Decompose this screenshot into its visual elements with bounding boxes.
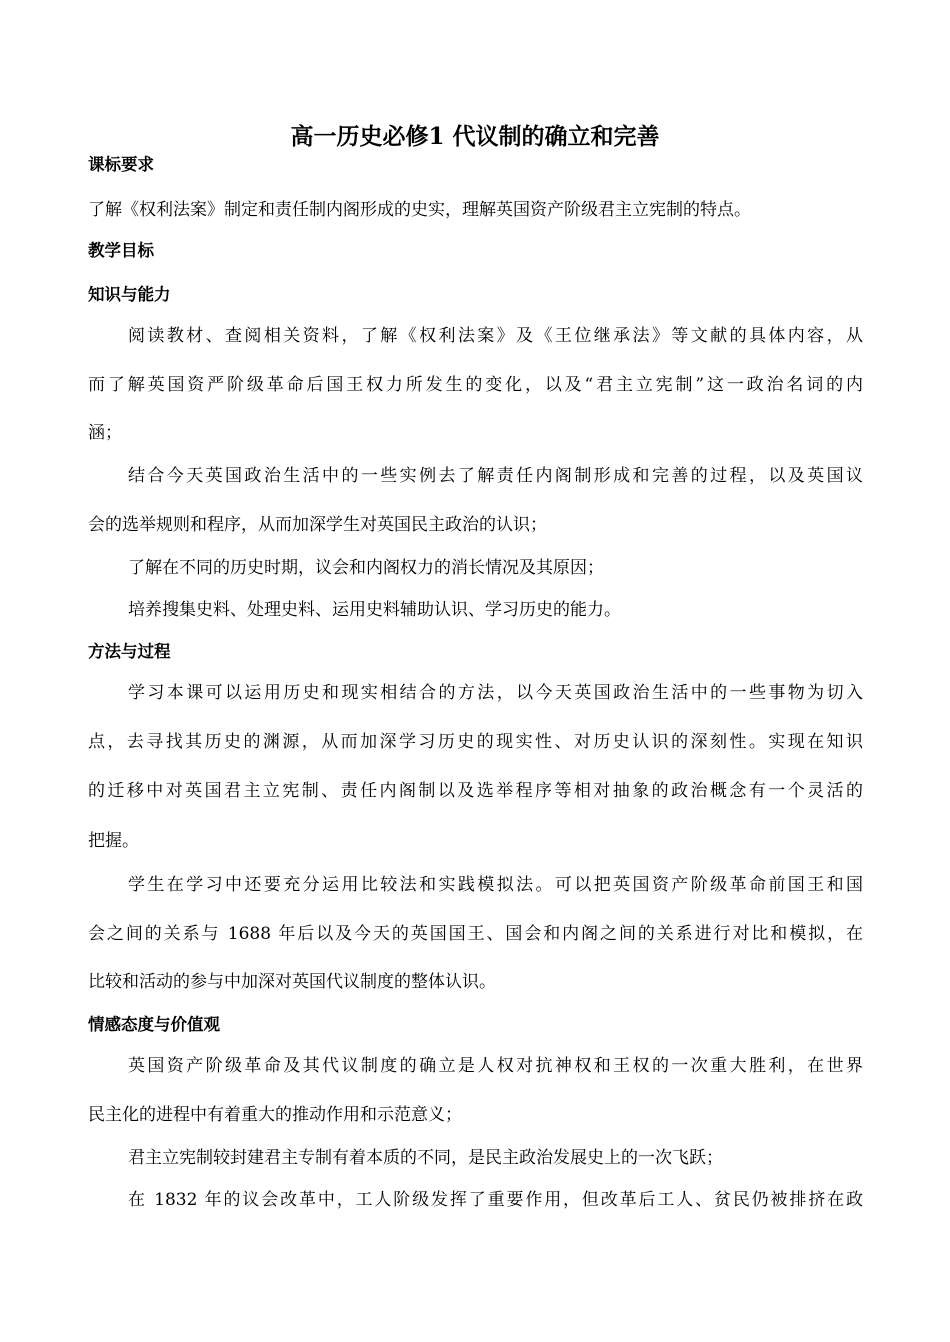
paragraph-line: 君主立宪制较封建君主专制有着本质的不同，是民主政治发展史上的一次飞跃； — [128, 1148, 723, 1168]
paragraph-line: 点，去寻找其历史的渊源，从而加深学习历史的现实性、对历史认识的深刻性。实现在知识 — [88, 732, 863, 752]
paragraph-line: 了解在不同的历史时期，议会和内阁权力的消长情况及其原因； — [128, 558, 604, 578]
paragraph-line: 把握。 — [88, 831, 139, 851]
page-title: 高一历史必修1 代议制的确立和完善 — [290, 123, 660, 150]
paragraph-line: 涵； — [88, 423, 122, 443]
section-heading-emotion: 情感态度与价值观 — [88, 1015, 220, 1034]
paragraph-line: 英国资产阶级革命及其代议制度的确立是人权对抗神权和王权的一次重大胜利，在世界 — [128, 1056, 863, 1076]
paragraph-line: 学生在学习中还要充分运用比较法和实践模拟法。可以把英国资产阶级革命前国王和国 — [128, 875, 863, 895]
paragraph-line: 阅读教材、查阅相关资料，了解《权利法案》及《王位继承法》等文献的具体内容，从 — [128, 326, 863, 346]
paragraph-line: 比较和活动的参与中加深对英国代议制度的整体认识。 — [88, 972, 496, 992]
paragraph-line: 而了解英国资严阶级革命后国王权力所发生的变化，以及“君主立宪制”这一政治名词的内 — [88, 375, 863, 395]
paragraph-line: 学习本课可以运用历史和现实相结合的方法，以今天英国政治生活中的一些事物为切入 — [128, 683, 863, 703]
paragraph-line: 结合今天英国政治生活中的一些实例去了解责任内阁制形成和完善的过程，以及英国议 — [128, 466, 863, 486]
paragraph-line: 会的选举规则和程序，从而加深学生对英国民主政治的认识； — [88, 515, 547, 535]
section-heading-method: 方法与过程 — [88, 642, 171, 661]
section-heading-knowledge: 知识与能力 — [88, 285, 171, 304]
section-heading-curriculum: 课标要求 — [88, 155, 154, 174]
paragraph-line: 的迁移中对英国君主立宪制、责任内阁制以及选举程序等相对抽象的政治概念有一个灵活的 — [88, 781, 863, 801]
paragraph-line: 民主化的进程中有着重大的推动作用和示范意义； — [88, 1105, 462, 1125]
paragraph-line: 会之间的关系与 1688 年后以及今天的英国国王、国会和内阁之间的关系进行对比和模拟，在 — [88, 924, 863, 944]
paragraph-line: 培养搜集史料、处理史料、运用史料辅助认识、学习历史的能力。 — [128, 600, 621, 620]
section-heading-objectives: 教学目标 — [88, 241, 154, 260]
paragraph-line: 了解《权利法案》制定和责任制内阁形成的史实，理解英国资产阶级君主立宪制的特点。 — [88, 200, 751, 220]
paragraph-line: 在 1832 年的议会改革中，工人阶级发挥了重要作用，但改革后工人、贫民仍被排挤在政 — [128, 1190, 863, 1210]
